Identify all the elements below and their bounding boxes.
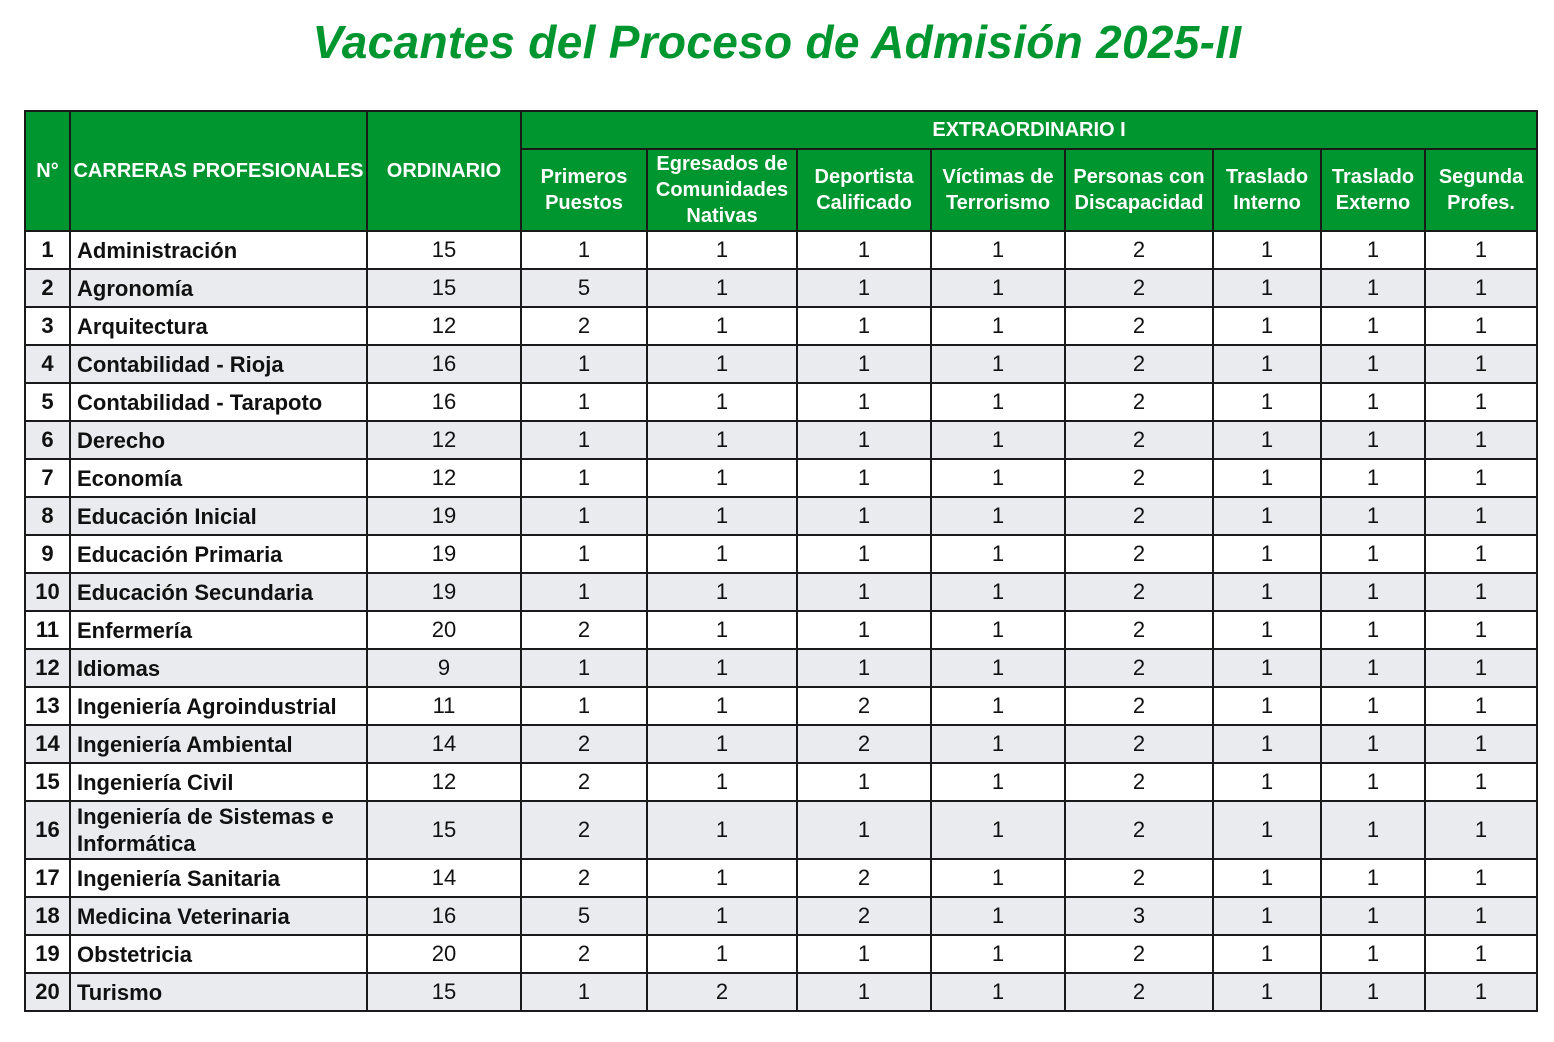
row-number: 5 (25, 383, 70, 421)
deportista-calificado-vacancies: 1 (797, 535, 931, 573)
header-comunidades-nativas: Egresados de Comunidades Nativas (647, 149, 797, 231)
row-number: 12 (25, 649, 70, 687)
primeros-puestos-vacancies: 2 (521, 763, 647, 801)
header-number: N° (25, 111, 70, 231)
personas-discapacidad-vacancies: 2 (1065, 345, 1213, 383)
vacancies-table (24, 110, 1538, 1012)
personas-discapacidad-vacancies: 2 (1065, 935, 1213, 973)
career-name: Agronomía (70, 269, 367, 307)
traslado-interno-vacancies: 1 (1213, 573, 1321, 611)
traslado-interno-vacancies: 1 (1213, 231, 1321, 269)
traslado-interno-vacancies: 1 (1213, 649, 1321, 687)
row-number: 16 (25, 801, 70, 859)
comunidades-nativas-vacancies: 1 (647, 421, 797, 459)
traslado-externo-vacancies: 1 (1321, 459, 1425, 497)
segunda-profesion-vacancies: 1 (1425, 497, 1537, 535)
comunidades-nativas-vacancies: 1 (647, 763, 797, 801)
primeros-puestos-vacancies: 1 (521, 535, 647, 573)
segunda-profesion-vacancies: 1 (1425, 687, 1537, 725)
victimas-terrorismo-vacancies: 1 (931, 269, 1065, 307)
career-name: Educación Inicial (70, 497, 367, 535)
comunidades-nativas-vacancies: 1 (647, 801, 797, 859)
personas-discapacidad-vacancies: 2 (1065, 763, 1213, 801)
comunidades-nativas-vacancies: 1 (647, 535, 797, 573)
traslado-externo-vacancies: 1 (1321, 763, 1425, 801)
career-name: Ingeniería Sanitaria (70, 859, 367, 897)
traslado-externo-vacancies: 1 (1321, 973, 1425, 1011)
traslado-interno-vacancies: 1 (1213, 801, 1321, 859)
comunidades-nativas-vacancies: 1 (647, 725, 797, 763)
traslado-externo-vacancies: 1 (1321, 345, 1425, 383)
table-row (25, 687, 1537, 725)
traslado-externo-vacancies: 1 (1321, 573, 1425, 611)
deportista-calificado-vacancies: 1 (797, 801, 931, 859)
deportista-calificado-vacancies: 1 (797, 345, 931, 383)
ordinary-vacancies: 15 (367, 269, 521, 307)
traslado-interno-vacancies: 1 (1213, 383, 1321, 421)
personas-discapacidad-vacancies: 2 (1065, 535, 1213, 573)
ordinary-vacancies: 20 (367, 611, 521, 649)
primeros-puestos-vacancies: 1 (521, 383, 647, 421)
header-personas-discapacidad: Personas con Discapacidad (1065, 149, 1213, 231)
deportista-calificado-vacancies: 1 (797, 383, 931, 421)
traslado-interno-vacancies: 1 (1213, 687, 1321, 725)
traslado-interno-vacancies: 1 (1213, 307, 1321, 345)
table-row (25, 269, 1537, 307)
segunda-profesion-vacancies: 1 (1425, 725, 1537, 763)
traslado-interno-vacancies: 1 (1213, 897, 1321, 935)
personas-discapacidad-vacancies: 2 (1065, 687, 1213, 725)
comunidades-nativas-vacancies: 1 (647, 611, 797, 649)
header-victimas-terrorismo: Víctimas de Terrorismo (931, 149, 1065, 231)
victimas-terrorismo-vacancies: 1 (931, 973, 1065, 1011)
table-row (25, 573, 1537, 611)
career-name: Obstetricia (70, 935, 367, 973)
victimas-terrorismo-vacancies: 1 (931, 649, 1065, 687)
traslado-interno-vacancies: 1 (1213, 421, 1321, 459)
traslado-interno-vacancies: 1 (1213, 497, 1321, 535)
traslado-externo-vacancies: 1 (1321, 801, 1425, 859)
traslado-interno-vacancies: 1 (1213, 535, 1321, 573)
personas-discapacidad-vacancies: 2 (1065, 459, 1213, 497)
personas-discapacidad-vacancies: 2 (1065, 859, 1213, 897)
segunda-profesion-vacancies: 1 (1425, 421, 1537, 459)
primeros-puestos-vacancies: 1 (521, 497, 647, 535)
career-name: Contabilidad - Rioja (70, 345, 367, 383)
victimas-terrorismo-vacancies: 1 (931, 383, 1065, 421)
traslado-interno-vacancies: 1 (1213, 725, 1321, 763)
victimas-terrorismo-vacancies: 1 (931, 801, 1065, 859)
row-number: 13 (25, 687, 70, 725)
ordinary-vacancies: 14 (367, 725, 521, 763)
ordinary-vacancies: 20 (367, 935, 521, 973)
traslado-interno-vacancies: 1 (1213, 345, 1321, 383)
row-number: 3 (25, 307, 70, 345)
traslado-externo-vacancies: 1 (1321, 859, 1425, 897)
personas-discapacidad-vacancies: 2 (1065, 269, 1213, 307)
segunda-profesion-vacancies: 1 (1425, 649, 1537, 687)
traslado-externo-vacancies: 1 (1321, 649, 1425, 687)
victimas-terrorismo-vacancies: 1 (931, 611, 1065, 649)
traslado-externo-vacancies: 1 (1321, 307, 1425, 345)
segunda-profesion-vacancies: 1 (1425, 345, 1537, 383)
comunidades-nativas-vacancies: 1 (647, 345, 797, 383)
table-row (25, 611, 1537, 649)
career-name: Arquitectura (70, 307, 367, 345)
comunidades-nativas-vacancies: 1 (647, 231, 797, 269)
deportista-calificado-vacancies: 1 (797, 611, 931, 649)
career-name: Medicina Veterinaria (70, 897, 367, 935)
ordinary-vacancies: 19 (367, 497, 521, 535)
deportista-calificado-vacancies: 1 (797, 649, 931, 687)
career-name: Educación Primaria (70, 535, 367, 573)
page-title: Vacantes del Proceso de Admisión 2025-II (312, 16, 1242, 68)
victimas-terrorismo-vacancies: 1 (931, 345, 1065, 383)
career-name: Educación Secundaria (70, 573, 367, 611)
ordinary-vacancies: 9 (367, 649, 521, 687)
ordinary-vacancies: 12 (367, 307, 521, 345)
segunda-profesion-vacancies: 1 (1425, 269, 1537, 307)
segunda-profesion-vacancies: 1 (1425, 611, 1537, 649)
comunidades-nativas-vacancies: 1 (647, 935, 797, 973)
personas-discapacidad-vacancies: 2 (1065, 307, 1213, 345)
victimas-terrorismo-vacancies: 1 (931, 935, 1065, 973)
victimas-terrorismo-vacancies: 1 (931, 535, 1065, 573)
row-number: 11 (25, 611, 70, 649)
victimas-terrorismo-vacancies: 1 (931, 573, 1065, 611)
victimas-terrorismo-vacancies: 1 (931, 421, 1065, 459)
row-number: 19 (25, 935, 70, 973)
deportista-calificado-vacancies: 2 (797, 725, 931, 763)
victimas-terrorismo-vacancies: 1 (931, 687, 1065, 725)
personas-discapacidad-vacancies: 2 (1065, 973, 1213, 1011)
table-row (25, 725, 1537, 763)
career-name: Turismo (70, 973, 367, 1011)
traslado-externo-vacancies: 1 (1321, 535, 1425, 573)
traslado-externo-vacancies: 1 (1321, 231, 1425, 269)
table-row (25, 307, 1537, 345)
ordinary-vacancies: 15 (367, 801, 521, 859)
table-row (25, 897, 1537, 935)
primeros-puestos-vacancies: 2 (521, 307, 647, 345)
row-number: 14 (25, 725, 70, 763)
primeros-puestos-vacancies: 2 (521, 801, 647, 859)
segunda-profesion-vacancies: 1 (1425, 859, 1537, 897)
primeros-puestos-vacancies: 5 (521, 269, 647, 307)
header-primeros-puestos: Primeros Puestos (521, 149, 647, 231)
table-row (25, 231, 1537, 269)
comunidades-nativas-vacancies: 1 (647, 459, 797, 497)
segunda-profesion-vacancies: 1 (1425, 897, 1537, 935)
personas-discapacidad-vacancies: 2 (1065, 231, 1213, 269)
deportista-calificado-vacancies: 2 (797, 859, 931, 897)
segunda-profesion-vacancies: 1 (1425, 535, 1537, 573)
row-number: 15 (25, 763, 70, 801)
ordinary-vacancies: 15 (367, 973, 521, 1011)
row-number: 18 (25, 897, 70, 935)
table-row (25, 763, 1537, 801)
comunidades-nativas-vacancies: 1 (647, 859, 797, 897)
victimas-terrorismo-vacancies: 1 (931, 459, 1065, 497)
table-row (25, 497, 1537, 535)
primeros-puestos-vacancies: 1 (521, 687, 647, 725)
primeros-puestos-vacancies: 1 (521, 459, 647, 497)
victimas-terrorismo-vacancies: 1 (931, 307, 1065, 345)
segunda-profesion-vacancies: 1 (1425, 459, 1537, 497)
segunda-profesion-vacancies: 1 (1425, 801, 1537, 859)
deportista-calificado-vacancies: 1 (797, 459, 931, 497)
personas-discapacidad-vacancies: 2 (1065, 725, 1213, 763)
deportista-calificado-vacancies: 1 (797, 269, 931, 307)
primeros-puestos-vacancies: 5 (521, 897, 647, 935)
career-name: Administración (70, 231, 367, 269)
traslado-externo-vacancies: 1 (1321, 935, 1425, 973)
segunda-profesion-vacancies: 1 (1425, 231, 1537, 269)
traslado-externo-vacancies: 1 (1321, 687, 1425, 725)
comunidades-nativas-vacancies: 1 (647, 383, 797, 421)
career-name: Derecho (70, 421, 367, 459)
deportista-calificado-vacancies: 1 (797, 973, 931, 1011)
ordinary-vacancies: 19 (367, 535, 521, 573)
header-traslado-interno: Traslado Interno (1213, 149, 1321, 231)
primeros-puestos-vacancies: 1 (521, 231, 647, 269)
traslado-externo-vacancies: 1 (1321, 421, 1425, 459)
traslado-interno-vacancies: 1 (1213, 611, 1321, 649)
primeros-puestos-vacancies: 1 (521, 573, 647, 611)
victimas-terrorismo-vacancies: 1 (931, 725, 1065, 763)
comunidades-nativas-vacancies: 2 (647, 973, 797, 1011)
traslado-externo-vacancies: 1 (1321, 725, 1425, 763)
table-row (25, 935, 1537, 973)
header-segunda-profesion: Segunda Profes. (1425, 149, 1537, 231)
row-number: 20 (25, 973, 70, 1011)
header-deportista-calificado: Deportista Calificado (797, 149, 931, 231)
deportista-calificado-vacancies: 1 (797, 231, 931, 269)
header-ordinary: ORDINARIO (367, 111, 521, 231)
row-number: 2 (25, 269, 70, 307)
table-header (25, 111, 1537, 231)
personas-discapacidad-vacancies: 2 (1065, 611, 1213, 649)
ordinary-vacancies: 16 (367, 383, 521, 421)
row-number: 17 (25, 859, 70, 897)
deportista-calificado-vacancies: 2 (797, 897, 931, 935)
segunda-profesion-vacancies: 1 (1425, 573, 1537, 611)
primeros-puestos-vacancies: 2 (521, 725, 647, 763)
comunidades-nativas-vacancies: 1 (647, 573, 797, 611)
header-extraordinary: EXTRAORDINARIO I (521, 111, 1537, 149)
primeros-puestos-vacancies: 2 (521, 859, 647, 897)
traslado-interno-vacancies: 1 (1213, 269, 1321, 307)
ordinary-vacancies: 16 (367, 897, 521, 935)
comunidades-nativas-vacancies: 1 (647, 307, 797, 345)
traslado-interno-vacancies: 1 (1213, 763, 1321, 801)
row-number: 7 (25, 459, 70, 497)
header-careers: CARRERAS PROFESIONALES (70, 111, 367, 231)
row-number: 8 (25, 497, 70, 535)
career-name: Ingeniería Ambiental (70, 725, 367, 763)
table-row (25, 859, 1537, 897)
career-name: Enfermería (70, 611, 367, 649)
personas-discapacidad-vacancies: 2 (1065, 421, 1213, 459)
table-row (25, 345, 1537, 383)
comunidades-nativas-vacancies: 1 (647, 497, 797, 535)
ordinary-vacancies: 19 (367, 573, 521, 611)
traslado-externo-vacancies: 1 (1321, 497, 1425, 535)
row-number: 4 (25, 345, 70, 383)
table-row (25, 801, 1537, 859)
primeros-puestos-vacancies: 1 (521, 421, 647, 459)
personas-discapacidad-vacancies: 3 (1065, 897, 1213, 935)
primeros-puestos-vacancies: 1 (521, 649, 647, 687)
table-row (25, 973, 1537, 1011)
ordinary-vacancies: 11 (367, 687, 521, 725)
deportista-calificado-vacancies: 1 (797, 573, 931, 611)
traslado-externo-vacancies: 1 (1321, 611, 1425, 649)
table-row (25, 459, 1537, 497)
traslado-interno-vacancies: 1 (1213, 859, 1321, 897)
ordinary-vacancies: 12 (367, 421, 521, 459)
career-name: Contabilidad - Tarapoto (70, 383, 367, 421)
personas-discapacidad-vacancies: 2 (1065, 383, 1213, 421)
comunidades-nativas-vacancies: 1 (647, 897, 797, 935)
victimas-terrorismo-vacancies: 1 (931, 231, 1065, 269)
comunidades-nativas-vacancies: 1 (647, 269, 797, 307)
primeros-puestos-vacancies: 1 (521, 973, 647, 1011)
deportista-calificado-vacancies: 1 (797, 497, 931, 535)
deportista-calificado-vacancies: 1 (797, 421, 931, 459)
victimas-terrorismo-vacancies: 1 (931, 897, 1065, 935)
victimas-terrorismo-vacancies: 1 (931, 497, 1065, 535)
row-number: 6 (25, 421, 70, 459)
deportista-calificado-vacancies: 1 (797, 935, 931, 973)
ordinary-vacancies: 16 (367, 345, 521, 383)
personas-discapacidad-vacancies: 2 (1065, 573, 1213, 611)
primeros-puestos-vacancies: 2 (521, 611, 647, 649)
table-row (25, 421, 1537, 459)
victimas-terrorismo-vacancies: 1 (931, 763, 1065, 801)
primeros-puestos-vacancies: 1 (521, 345, 647, 383)
segunda-profesion-vacancies: 1 (1425, 973, 1537, 1011)
table-body (25, 231, 1537, 1011)
ordinary-vacancies: 12 (367, 763, 521, 801)
table-row (25, 383, 1537, 421)
victimas-terrorismo-vacancies: 1 (931, 859, 1065, 897)
traslado-interno-vacancies: 1 (1213, 935, 1321, 973)
traslado-externo-vacancies: 1 (1321, 897, 1425, 935)
comunidades-nativas-vacancies: 1 (647, 649, 797, 687)
header-traslado-externo: Traslado Externo (1321, 149, 1425, 231)
table-row (25, 535, 1537, 573)
traslado-interno-vacancies: 1 (1213, 459, 1321, 497)
career-name: Economía (70, 459, 367, 497)
row-number: 9 (25, 535, 70, 573)
segunda-profesion-vacancies: 1 (1425, 307, 1537, 345)
traslado-externo-vacancies: 1 (1321, 269, 1425, 307)
personas-discapacidad-vacancies: 2 (1065, 649, 1213, 687)
segunda-profesion-vacancies: 1 (1425, 935, 1537, 973)
deportista-calificado-vacancies: 1 (797, 763, 931, 801)
table-row (25, 649, 1537, 687)
traslado-externo-vacancies: 1 (1321, 383, 1425, 421)
personas-discapacidad-vacancies: 2 (1065, 801, 1213, 859)
ordinary-vacancies: 12 (367, 459, 521, 497)
career-name: Idiomas (70, 649, 367, 687)
comunidades-nativas-vacancies: 1 (647, 687, 797, 725)
traslado-interno-vacancies: 1 (1213, 973, 1321, 1011)
primeros-puestos-vacancies: 2 (521, 935, 647, 973)
deportista-calificado-vacancies: 2 (797, 687, 931, 725)
ordinary-vacancies: 15 (367, 231, 521, 269)
ordinary-vacancies: 14 (367, 859, 521, 897)
career-name: Ingeniería de Sistemas e Informática (70, 801, 367, 859)
personas-discapacidad-vacancies: 2 (1065, 497, 1213, 535)
deportista-calificado-vacancies: 1 (797, 307, 931, 345)
row-number: 10 (25, 573, 70, 611)
segunda-profesion-vacancies: 1 (1425, 383, 1537, 421)
row-number: 1 (25, 231, 70, 269)
segunda-profesion-vacancies: 1 (1425, 763, 1537, 801)
career-name: Ingeniería Agroindustrial (70, 687, 367, 725)
career-name: Ingeniería Civil (70, 763, 367, 801)
